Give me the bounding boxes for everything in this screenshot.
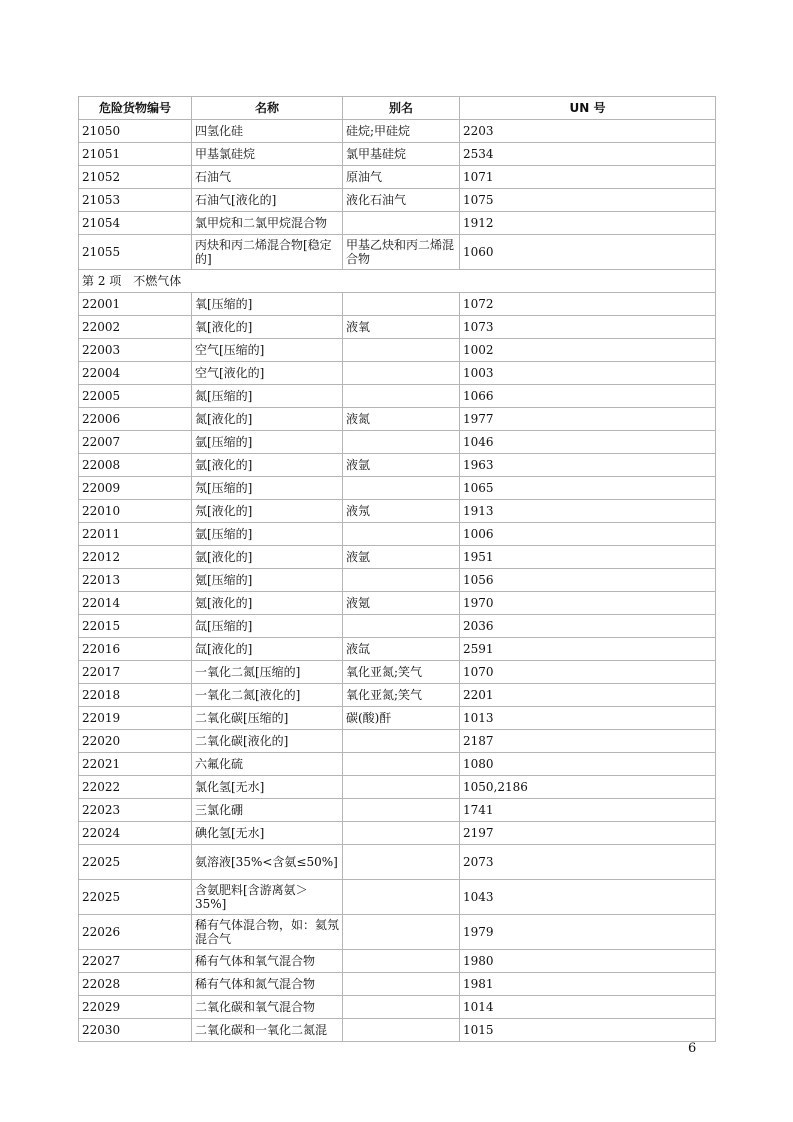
cell-name: 氯甲烷和二氯甲烷混合物: [192, 212, 343, 235]
table-row: [79, 776, 716, 799]
table-row: [79, 523, 716, 546]
cell-alias: 液氮: [343, 408, 460, 431]
table-row: [79, 592, 716, 615]
cell-name: 稀有气体和氧气混合物: [192, 950, 343, 973]
cell-number: 22012: [79, 546, 192, 569]
table-row: [79, 707, 716, 730]
cell-alias: [343, 845, 460, 880]
cell-number: 22009: [79, 477, 192, 500]
cell-number: 21053: [79, 189, 192, 212]
table-row: [79, 431, 716, 454]
cell-alias: 液氪: [343, 592, 460, 615]
table-row: [79, 362, 716, 385]
cell-un-number: 1003: [460, 362, 716, 385]
cell-un-number: 1065: [460, 477, 716, 500]
table-header-row: [79, 97, 716, 120]
table-row: [79, 500, 716, 523]
table-row: [79, 753, 716, 776]
cell-number: 21055: [79, 235, 192, 270]
table-row: [79, 950, 716, 973]
cell-un-number: 1073: [460, 316, 716, 339]
cell-name: 二氧化碳[液化的]: [192, 730, 343, 753]
cell-number: 22004: [79, 362, 192, 385]
cell-name: 甲基氯硅烷: [192, 143, 343, 166]
cell-number: 22003: [79, 339, 192, 362]
table-group-row-body: [79, 270, 716, 293]
cell-number: 22024: [79, 822, 192, 845]
cell-un-number: 1913: [460, 500, 716, 523]
table-body-flammable: [79, 120, 716, 270]
cell-un-number: 1043: [460, 880, 716, 915]
cell-name: 稀有气体和氮气混合物: [192, 973, 343, 996]
cell-number: 22022: [79, 776, 192, 799]
cell-alias: 甲基乙炔和丙二烯混合物: [343, 235, 460, 270]
cell-name: 空气[液化的]: [192, 362, 343, 385]
cell-name: 氖[液化的]: [192, 500, 343, 523]
cell-un-number: 2203: [460, 120, 716, 143]
cell-name: 二氧化碳[压缩的]: [192, 707, 343, 730]
cell-name: 氯化氢[无水]: [192, 776, 343, 799]
table-row: [79, 1019, 716, 1042]
cell-alias: 液氖: [343, 500, 460, 523]
table-row: [79, 569, 716, 592]
cell-number: 22008: [79, 454, 192, 477]
cell-un-number: 1912: [460, 212, 716, 235]
cell-name: 氧[压缩的]: [192, 293, 343, 316]
cell-alias: [343, 339, 460, 362]
table-row: [79, 477, 716, 500]
cell-alias: [343, 1019, 460, 1042]
cell-alias: [343, 799, 460, 822]
cell-un-number: 1070: [460, 661, 716, 684]
cell-un-number: 1015: [460, 1019, 716, 1042]
table-row: [79, 684, 716, 707]
cell-number: 22030: [79, 1019, 192, 1042]
cell-name: 二氧化碳和一氧化二氮混: [192, 1019, 343, 1042]
table-row: [79, 293, 716, 316]
cell-name: 四氢化硅: [192, 120, 343, 143]
cell-alias: [343, 212, 460, 235]
cell-name: 三氯化硼: [192, 799, 343, 822]
cell-alias: 氧化亚氮;笑气: [343, 684, 460, 707]
cell-number: 22007: [79, 431, 192, 454]
cell-number: 22021: [79, 753, 192, 776]
table-row: [79, 316, 716, 339]
cell-name: 氪[压缩的]: [192, 569, 343, 592]
cell-un-number: 1046: [460, 431, 716, 454]
cell-alias: [343, 569, 460, 592]
table-row: [79, 546, 716, 569]
cell-un-number: 1013: [460, 707, 716, 730]
cell-un-number: 1075: [460, 189, 716, 212]
cell-name: 氧[液化的]: [192, 316, 343, 339]
cell-number: 22017: [79, 661, 192, 684]
cell-alias: 氧化亚氮;笑气: [343, 661, 460, 684]
table-row: [79, 661, 716, 684]
table-row: [79, 120, 716, 143]
cell-number: 22029: [79, 996, 192, 1019]
cell-name: 氙[压缩的]: [192, 615, 343, 638]
table-row: [79, 996, 716, 1019]
cell-un-number: 2187: [460, 730, 716, 753]
cell-un-number: 1741: [460, 799, 716, 822]
cell-name: 氖[压缩的]: [192, 477, 343, 500]
cell-un-number: 1970: [460, 592, 716, 615]
cell-number: 22002: [79, 316, 192, 339]
table-row: [79, 915, 716, 950]
table-row: [79, 973, 716, 996]
cell-alias: [343, 385, 460, 408]
cell-alias: 液化石油气: [343, 189, 460, 212]
cell-alias: [343, 822, 460, 845]
cell-alias: [343, 915, 460, 950]
header-number: 危险货物编号: [79, 97, 192, 120]
cell-alias: 氯甲基硅烷: [343, 143, 460, 166]
cell-name: 碘化氢[无水]: [192, 822, 343, 845]
cell-number: 22011: [79, 523, 192, 546]
cell-alias: 液氩: [343, 546, 460, 569]
cell-un-number: 1977: [460, 408, 716, 431]
cell-name: 石油气[液化的]: [192, 189, 343, 212]
cell-alias: 硅烷;甲硅烷: [343, 120, 460, 143]
cell-name: 一氧化二氮[压缩的]: [192, 661, 343, 684]
cell-number: 22025: [79, 880, 192, 915]
table-row: [79, 615, 716, 638]
cell-un-number: 1963: [460, 454, 716, 477]
group-row: [79, 270, 716, 293]
cell-alias: [343, 615, 460, 638]
cell-un-number: 1066: [460, 385, 716, 408]
cell-un-number: 1072: [460, 293, 716, 316]
cell-un-number: 1002: [460, 339, 716, 362]
cell-alias: [343, 973, 460, 996]
cell-name: 氩[液化的]: [192, 454, 343, 477]
cell-alias: 原油气: [343, 166, 460, 189]
dangerous-goods-table: [78, 96, 716, 1042]
table-row: [79, 454, 716, 477]
cell-un-number: 1006: [460, 523, 716, 546]
cell-number: 22015: [79, 615, 192, 638]
table-row: [79, 385, 716, 408]
cell-alias: [343, 477, 460, 500]
cell-alias: [343, 753, 460, 776]
cell-name: 氩[压缩的]: [192, 523, 343, 546]
table-body-nonflammable: [79, 293, 716, 1042]
cell-number: 22001: [79, 293, 192, 316]
cell-number: 22018: [79, 684, 192, 707]
cell-name: 一氧化二氮[液化的]: [192, 684, 343, 707]
table-row: [79, 143, 716, 166]
cell-name: 二氧化碳和氧气混合物: [192, 996, 343, 1019]
cell-number: 22013: [79, 569, 192, 592]
cell-un-number: 1979: [460, 915, 716, 950]
cell-name: 稀有气体混合物，如：氦氖混合气: [192, 915, 343, 950]
cell-number: 22005: [79, 385, 192, 408]
cell-un-number: 1980: [460, 950, 716, 973]
cell-number: 21054: [79, 212, 192, 235]
cell-alias: 液氩: [343, 454, 460, 477]
cell-un-number: 2201: [460, 684, 716, 707]
cell-number: 22020: [79, 730, 192, 753]
table-row: [79, 799, 716, 822]
cell-alias: [343, 776, 460, 799]
cell-name: 氮[压缩的]: [192, 385, 343, 408]
cell-number: 21050: [79, 120, 192, 143]
cell-name: 氙[液化的]: [192, 638, 343, 661]
header-name: 名称: [192, 97, 343, 120]
table-row: [79, 235, 716, 270]
cell-number: 22016: [79, 638, 192, 661]
cell-number: 22028: [79, 973, 192, 996]
cell-number: 21052: [79, 166, 192, 189]
cell-alias: [343, 730, 460, 753]
cell-number: 22025: [79, 845, 192, 880]
cell-alias: [343, 431, 460, 454]
table-row: [79, 189, 716, 212]
cell-name: 氩[压缩的]: [192, 431, 343, 454]
table-row: [79, 408, 716, 431]
cell-name: 丙炔和丙二烯混合物[稳定的]: [192, 235, 343, 270]
cell-alias: [343, 950, 460, 973]
cell-un-number: 1060: [460, 235, 716, 270]
cell-un-number: 2073: [460, 845, 716, 880]
cell-alias: [343, 996, 460, 1019]
cell-alias: [343, 362, 460, 385]
cell-un-number: 2036: [460, 615, 716, 638]
cell-un-number: 1014: [460, 996, 716, 1019]
cell-name: 氨溶液[35%<含氨≤50%]: [192, 845, 343, 880]
cell-name: 氮[液化的]: [192, 408, 343, 431]
cell-number: 22019: [79, 707, 192, 730]
table-row: [79, 845, 716, 880]
cell-un-number: 1071: [460, 166, 716, 189]
cell-alias: [343, 293, 460, 316]
table-row: [79, 166, 716, 189]
cell-number: 22023: [79, 799, 192, 822]
cell-name: 六氟化硫: [192, 753, 343, 776]
cell-un-number: 2591: [460, 638, 716, 661]
cell-alias: 液氙: [343, 638, 460, 661]
cell-name: 含氨肥料[含游离氨＞35%]: [192, 880, 343, 915]
cell-alias: [343, 880, 460, 915]
cell-un-number: 1951: [460, 546, 716, 569]
cell-alias: 液氧: [343, 316, 460, 339]
table-row: [79, 880, 716, 915]
cell-name: 氩[液化的]: [192, 546, 343, 569]
cell-name: 空气[压缩的]: [192, 339, 343, 362]
page-number: 6: [688, 1041, 697, 1056]
header-un-number: UN 号: [460, 97, 716, 120]
header-alias: 别名: [343, 97, 460, 120]
group-label: 第 2 项 不燃气体: [79, 270, 716, 293]
cell-number: 22010: [79, 500, 192, 523]
cell-un-number: 1981: [460, 973, 716, 996]
table-row: [79, 638, 716, 661]
cell-un-number: 2197: [460, 822, 716, 845]
cell-un-number: 1050,2186: [460, 776, 716, 799]
table-row: [79, 339, 716, 362]
cell-number: 21051: [79, 143, 192, 166]
cell-number: 22006: [79, 408, 192, 431]
cell-alias: [343, 523, 460, 546]
cell-number: 22026: [79, 915, 192, 950]
cell-alias: 碳(酸)酐: [343, 707, 460, 730]
cell-un-number: 1080: [460, 753, 716, 776]
cell-name: 石油气: [192, 166, 343, 189]
cell-un-number: 1056: [460, 569, 716, 592]
table-row: [79, 822, 716, 845]
cell-name: 氪[液化的]: [192, 592, 343, 615]
cell-number: 22027: [79, 950, 192, 973]
table-row: [79, 730, 716, 753]
cell-number: 22014: [79, 592, 192, 615]
table-row: [79, 212, 716, 235]
cell-un-number: 2534: [460, 143, 716, 166]
